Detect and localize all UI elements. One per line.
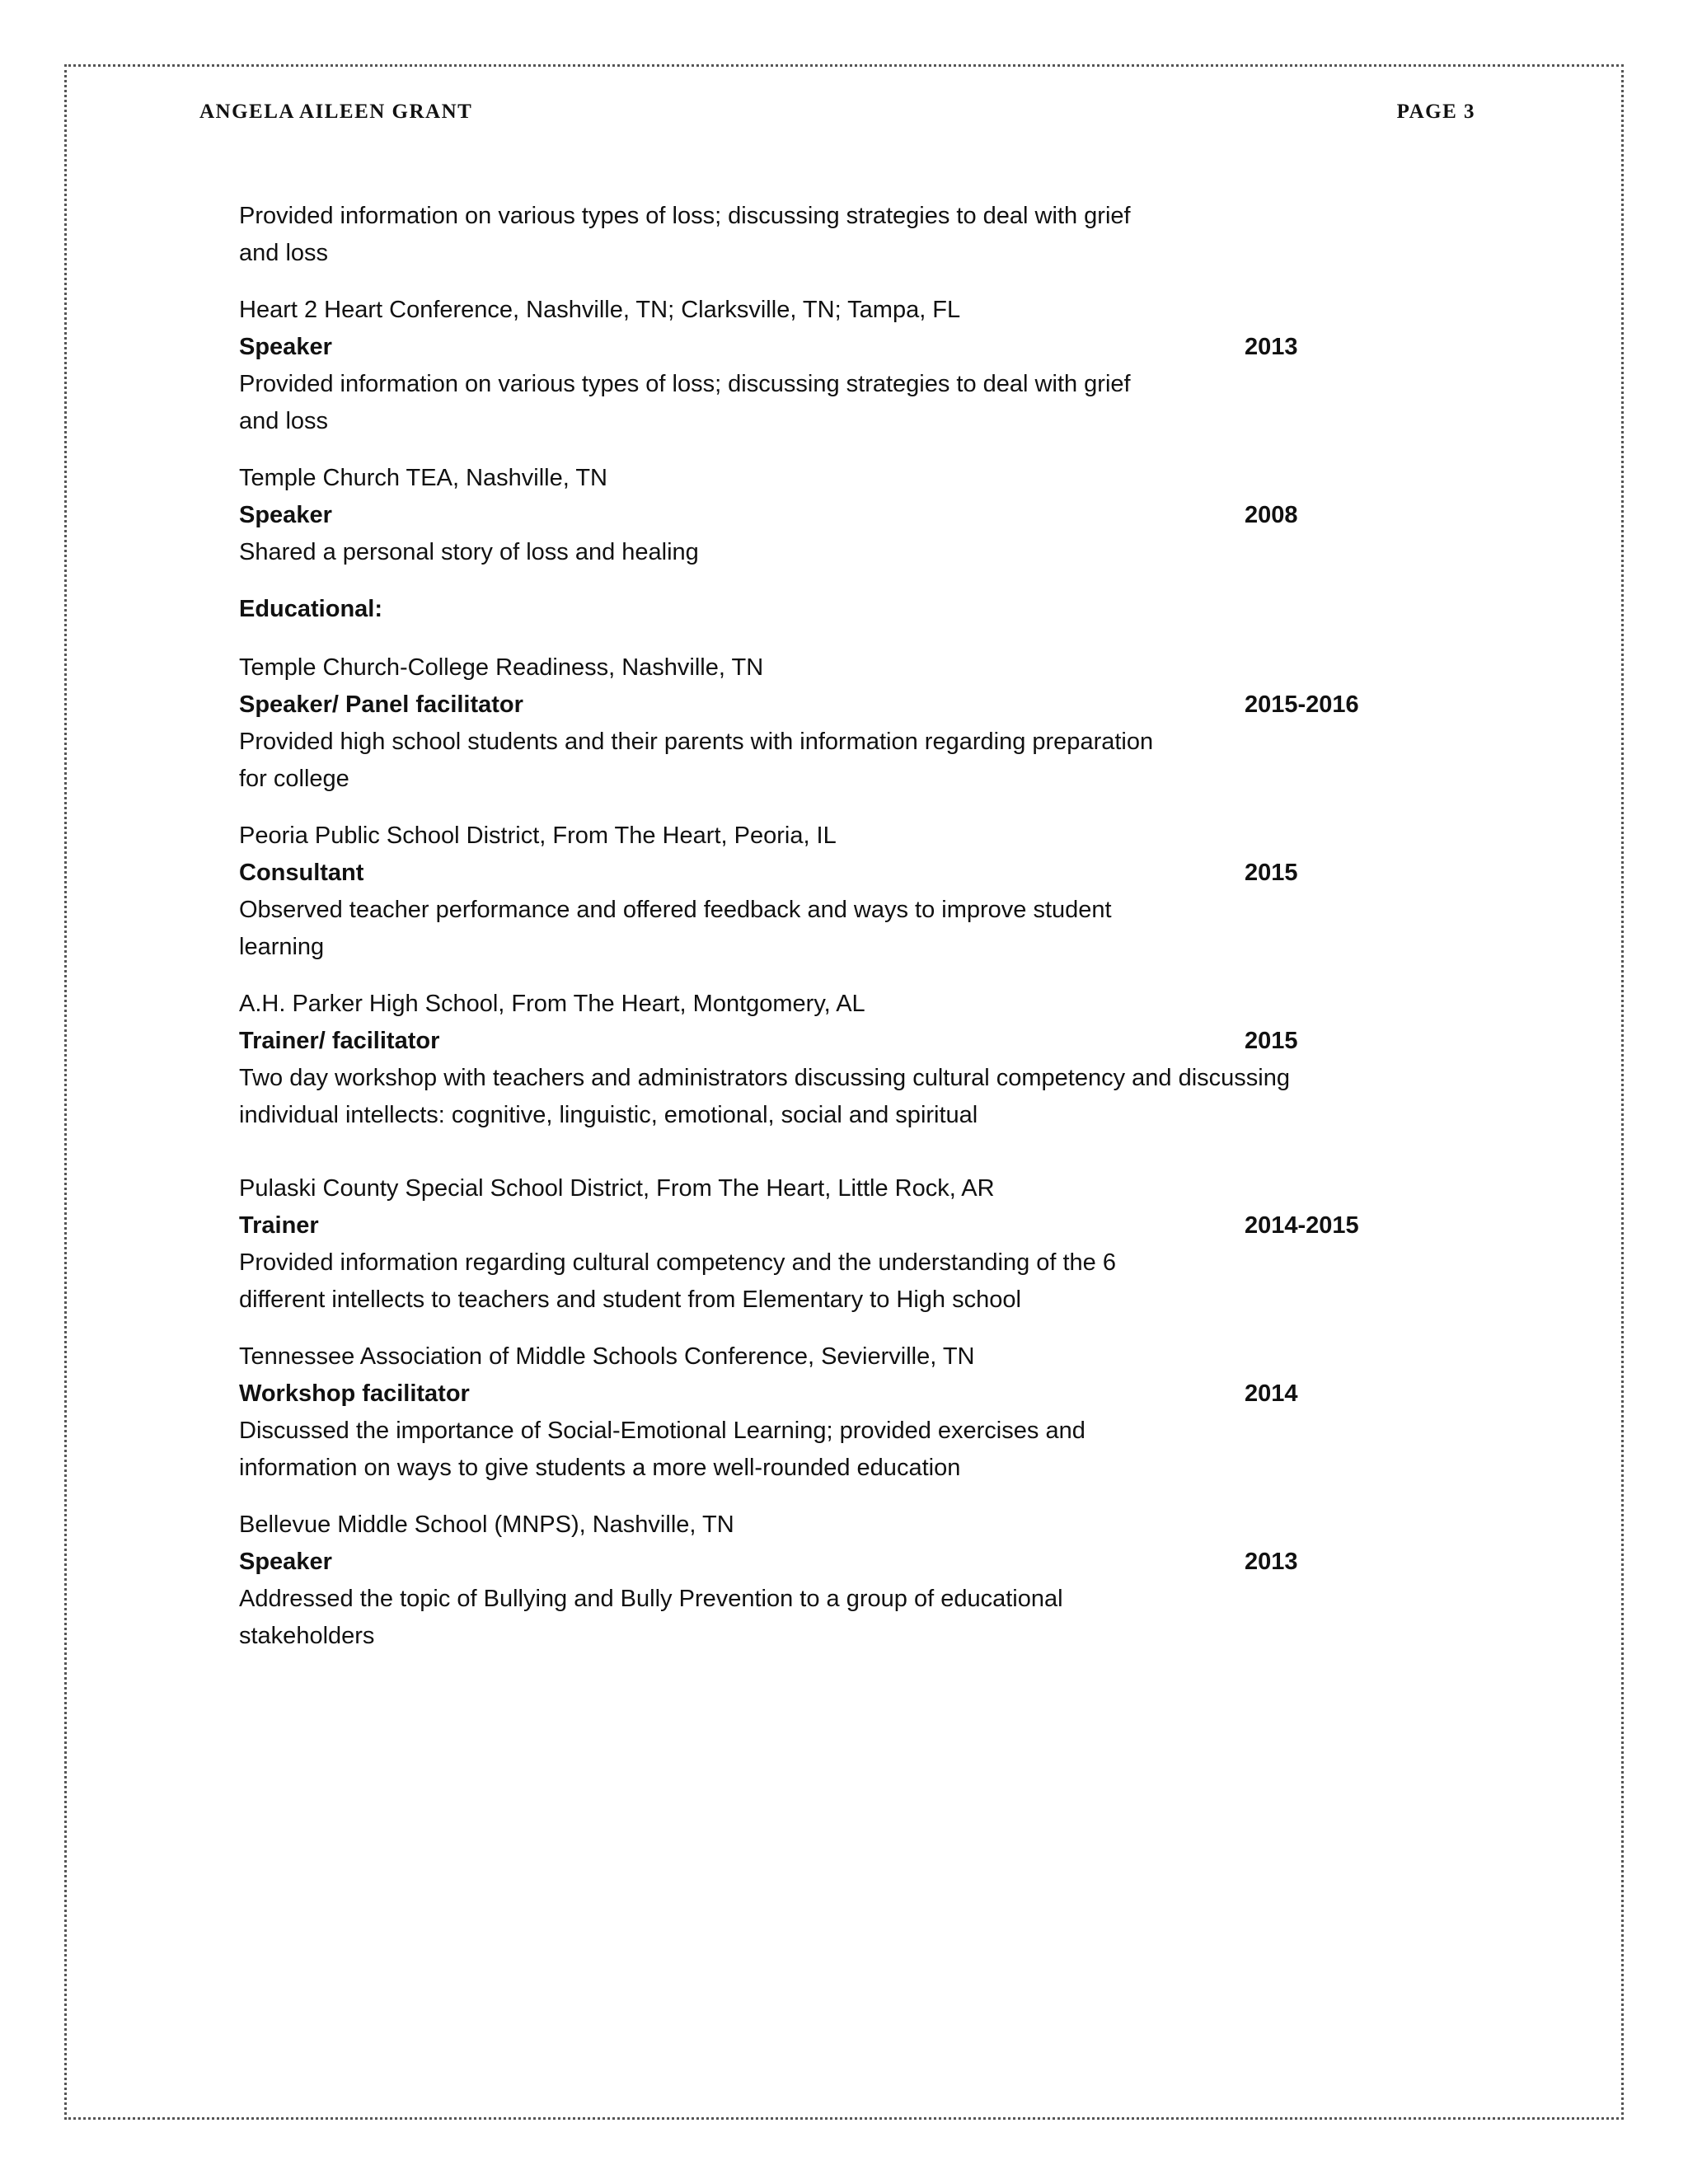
entry-organization: Temple Church TEA, Nashville, TN xyxy=(239,465,607,491)
entry-description: Observed teacher performance and offered feedback and ways to improve student learning xyxy=(239,897,1112,960)
entry-role-row xyxy=(239,329,1393,366)
entry-description: Addressed the topic of Bullying and Bully Prevention to a group of educational stakeholders xyxy=(239,1586,1063,1649)
experience-entry xyxy=(239,1507,1393,1655)
entry-role: Speaker xyxy=(239,1549,332,1575)
entry-organization: Heart 2 Heart Conference, Nashville, TN; Clarksville, TN; Tampa, FL xyxy=(239,297,961,323)
entry-role-row xyxy=(239,687,1393,724)
entry-year: 2013 xyxy=(1245,1549,1298,1575)
section-heading-educational: Educational: xyxy=(239,596,383,622)
entry-description: Provided information on various types of loss; discussing strategies to deal with grief and loss xyxy=(239,203,1131,266)
entry-role-row xyxy=(239,1376,1393,1413)
entry-role: Speaker xyxy=(239,334,332,360)
entry-year: 2014 xyxy=(1245,1380,1298,1407)
experience-entry xyxy=(239,1338,1393,1487)
resume-content xyxy=(239,198,1393,1675)
entry-organization: A.H. Parker High School, From The Heart, Montgomery, AL xyxy=(239,991,865,1017)
entry-role: Speaker/ Panel facilitator xyxy=(239,691,523,718)
entry-role-row xyxy=(239,1544,1393,1581)
entry-description: Provided high school students and their parents with information regarding preparation for college xyxy=(239,729,1154,792)
entry-role: Trainer xyxy=(239,1212,319,1239)
entry-role: Consultant xyxy=(239,860,364,886)
page-number: PAGE 3 xyxy=(1396,101,1475,123)
entry-year: 2008 xyxy=(1245,502,1298,528)
entry-description: Shared a personal story of loss and healing xyxy=(239,539,699,565)
entry-organization: Bellevue Middle School (MNPS), Nashville, TN xyxy=(239,1511,734,1538)
experience-entry xyxy=(239,460,1393,571)
entry-role-row xyxy=(239,1023,1393,1060)
experience-entry xyxy=(239,292,1393,440)
experience-entry xyxy=(239,818,1393,966)
entry-role: Trainer/ facilitator xyxy=(239,1028,440,1054)
entry-role: Workshop facilitator xyxy=(239,1380,470,1407)
entry-year: 2015 xyxy=(1245,1028,1298,1054)
entry-description: Provided information regarding cultural competency and the understanding of the 6 different intellects to teachers and student from Elementary to High school xyxy=(239,1249,1116,1313)
entry-description: Discussed the importance of Social-Emotional Learning; provided exercises and information on ways to give students a more well-rounded education xyxy=(239,1418,1085,1481)
entry-year: 2015-2016 xyxy=(1245,691,1359,718)
entry-description: Two day workshop with teachers and administrators discussing cultural competency and discussing individual intellects: cognitive, linguistic, emotional, social and spiritual xyxy=(239,1065,1291,1128)
experience-entry xyxy=(239,649,1393,798)
entry-organization: Peoria Public School District, From The Heart, Peoria, IL xyxy=(239,823,837,849)
entry-organization: Tennessee Association of Middle Schools Conference, Sevierville, TN xyxy=(239,1343,975,1370)
experience-entry xyxy=(239,986,1393,1134)
entry-role-row xyxy=(239,855,1393,892)
entry-year: 2014-2015 xyxy=(1245,1212,1359,1239)
entry-year: 2015 xyxy=(1245,860,1298,886)
entry-role-row xyxy=(239,1207,1393,1244)
entry-year: 2013 xyxy=(1245,334,1298,360)
entry-organization: Pulaski County Special School District, From The Heart, Little Rock, AR xyxy=(239,1175,995,1202)
page-header xyxy=(199,101,1475,124)
continued-entry xyxy=(239,198,1393,272)
resume-owner-name: ANGELA AILEEN GRANT xyxy=(199,101,473,123)
entry-role: Speaker xyxy=(239,502,332,528)
entry-description: Provided information on various types of loss; discussing strategies to deal with grief and loss xyxy=(239,371,1131,434)
entry-role-row xyxy=(239,497,1393,534)
entry-organization: Temple Church-College Readiness, Nashville, TN xyxy=(239,654,764,681)
experience-entry xyxy=(239,1170,1393,1319)
